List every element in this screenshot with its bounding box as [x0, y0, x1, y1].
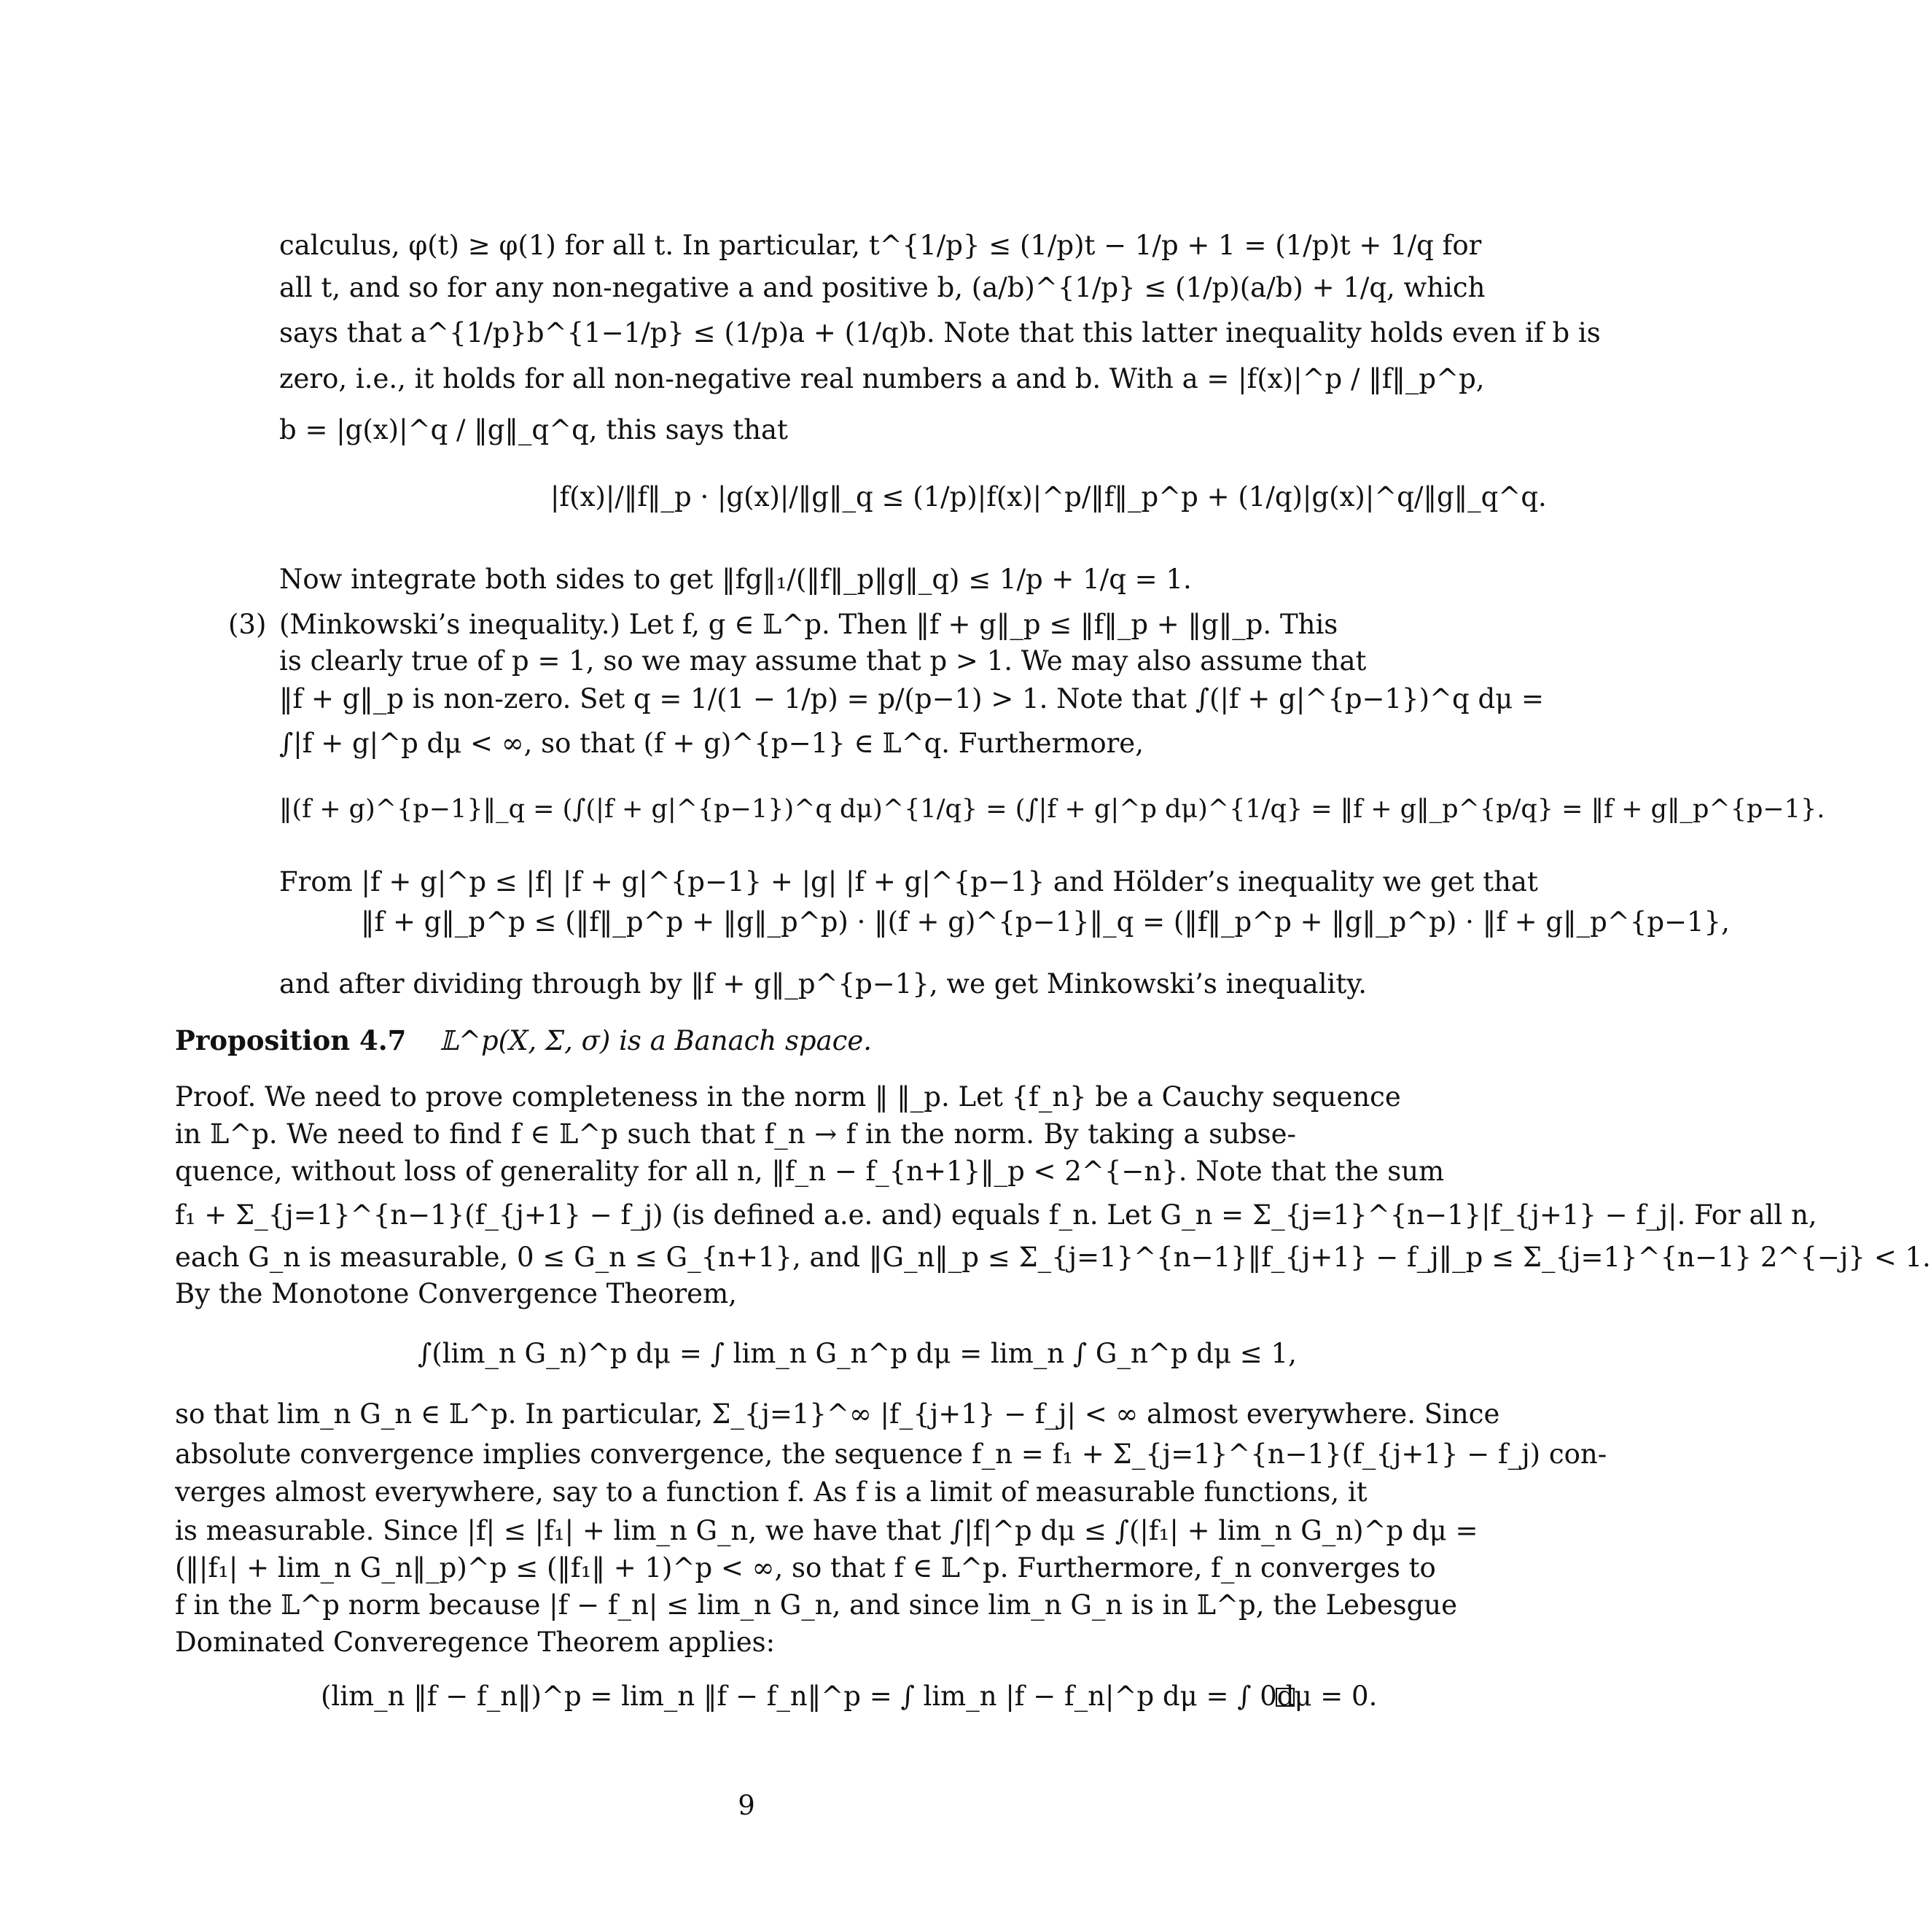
text-line: zero, i.e., it holds for all non-negative real numbers a and b. With a = |f(x)|^p / ‖f‖_p^p, — [279, 363, 1485, 394]
proof-line: verges almost everywhere, say to a function f. As f is a limit of measurable functions, it — [175, 1476, 1368, 1508]
proof-line: (‖|f₁| + lim_n G_n‖_p)^p ≤ (‖f₁‖ + 1)^p < ∞, so that f ∈ 𝕃^p. Furthermore, f_n converges to — [175, 1552, 1436, 1584]
display-equation-monotone: ∫(lim_n G_n)^p dμ = ∫ lim_n G_n^p dμ = lim_n ∫ G_n^p dμ ≤ 1, — [418, 1338, 1297, 1369]
proof-line: f in the 𝕃^p norm because |f − f_n| ≤ lim_n G_n, and since lim_n G_n is in 𝕃^p, the Lebesgue — [175, 1589, 1458, 1621]
item-number: (3) — [228, 609, 267, 640]
proposition-text: 𝕃^p(X, Σ, σ) is a Banach space. — [439, 1025, 873, 1056]
display-equation-holder: |f(x)|/‖f‖_p · |g(x)|/‖g‖_q ≤ (1/p)|f(x)|^p/‖f‖_p^p + (1/q)|g(x)|^q/‖g‖_q^q. — [550, 481, 1547, 513]
text-line: calculus, φ(t) ≥ φ(1) for all t. In particular, t^{1/p} ≤ (1/p)t − 1/p + 1 = (1/p)t + 1/q for — [279, 230, 1482, 261]
text-line: b = |g(x)|^q / ‖g‖_q^q, this says that — [279, 414, 788, 445]
display-equation-dominated: (lim_n ‖f − f_n‖)^p = lim_n ‖f − f_n‖^p = ∫ lim_n |f − f_n|^p dμ = ∫ 0dμ = 0. — [321, 1680, 1378, 1712]
proof-line: quence, without loss of generality for all n, ‖f_n − f_{n+1}‖_p < 2^{−n}. Note that the sum — [175, 1156, 1445, 1187]
text-line: is clearly true of p = 1, so we may assume that p > 1. We may also assume that — [279, 645, 1367, 677]
text-line: says that a^{1/p}b^{1−1/p} ≤ (1/p)a + (1/q)b. Note that this latter inequality holds even if b is — [279, 317, 1601, 348]
proposition-heading — [175, 1022, 872, 1059]
proof-line: absolute convergence implies convergence, the sequence f_n = f₁ + Σ_{j=1}^{n−1}(f_{j+1} − f_j) con- — [175, 1438, 1607, 1470]
proof-line: is measurable. Since |f| ≤ |f₁| + lim_n G_n, we have that ∫|f|^p dμ ≤ ∫(|f₁| + lim_n G_n)^p dμ = — [175, 1515, 1478, 1546]
minkowski-statement: (Minkowski’s inequality.) Let f, g ∈ 𝕃^p. Then ‖f + g‖_p ≤ ‖f‖_p + ‖g‖_p. This — [279, 609, 1338, 640]
text-line: all t, and so for any non-negative a and positive b, (a/b)^{1/p} ≤ (1/p)(a/b) + 1/q, which — [279, 272, 1486, 303]
text-line: From |f + g|^p ≤ |f| |f + g|^{p−1} + |g| |f + g|^{p−1} and Hölder’s inequality we get that — [279, 866, 1538, 897]
proposition-label: Proposition 4.7 — [175, 1024, 407, 1056]
page-number: 9 — [738, 1790, 755, 1821]
proof-line: By the Monotone Convergence Theorem, — [175, 1278, 737, 1309]
text-line: ‖f + g‖_p is non-zero. Set q = 1/(1 − 1/p) = p/(p−1) > 1. Note that ∫(|f + g|^{p−1})^q dμ = — [279, 683, 1544, 714]
proof-line: in 𝕃^p. We need to find f ∈ 𝕃^p such that f_n → f in the norm. By taking a subse- — [175, 1118, 1296, 1150]
text-line: and after dividing through by ‖f + g‖_p^{p−1}, we get Minkowski’s inequality. — [279, 968, 1368, 1000]
proof-line: Dominated Converegence Theorem applies: — [175, 1627, 776, 1658]
text-line: Now integrate both sides to get ‖fg‖₁/(‖f‖_p‖g‖_q) ≤ 1/p + 1/q = 1. — [279, 564, 1192, 595]
proof-line: f₁ + Σ_{j=1}^{n−1}(f_{j+1} − f_j) (is defined a.e. and) equals f_n. Let G_n = Σ_{j=1}^{n−1}|f_{j+1} − f_j|. For all n, — [175, 1199, 1817, 1231]
text-line: ∫|f + g|^p dμ < ∞, so that (f + g)^{p−1} ∈ 𝕃^q. Furthermore, — [279, 728, 1144, 759]
proof-line: so that lim_n G_n ∈ 𝕃^p. In particular, Σ_{j=1}^∞ |f_{j+1} − f_j| < ∞ almost everywhere. Since — [175, 1398, 1500, 1430]
proof-line: Proof. We need to prove completeness in the norm ‖ ‖_p. Let {f_n} be a Cauchy sequence — [175, 1081, 1401, 1113]
qed-square-icon — [1276, 1688, 1295, 1707]
display-equation-minkowski: ‖f + g‖_p^p ≤ (‖f‖_p^p + ‖g‖_p^p) · ‖(f + g)^{p−1}‖_q = (‖f‖_p^p + ‖g‖_p^p) · ‖f + g‖_p^{p−1}, — [361, 906, 1730, 938]
display-equation-norm: ‖(f + g)^{p−1}‖_q = (∫(|f + g|^{p−1})^q dμ)^{1/q} = (∫|f + g|^p dμ)^{1/q} = ‖f + g‖_p^{p/q} = ‖f + g‖_p^{p−1}. — [279, 795, 1825, 824]
proof-line: each G_n is measurable, 0 ≤ G_n ≤ G_{n+1}, and ‖G_n‖_p ≤ Σ_{j=1}^{n−1}‖f_{j+1} − f_j‖_p ≤ Σ_{j=1}^{n−1} 2^{−j} < 1. — [175, 1242, 1931, 1273]
